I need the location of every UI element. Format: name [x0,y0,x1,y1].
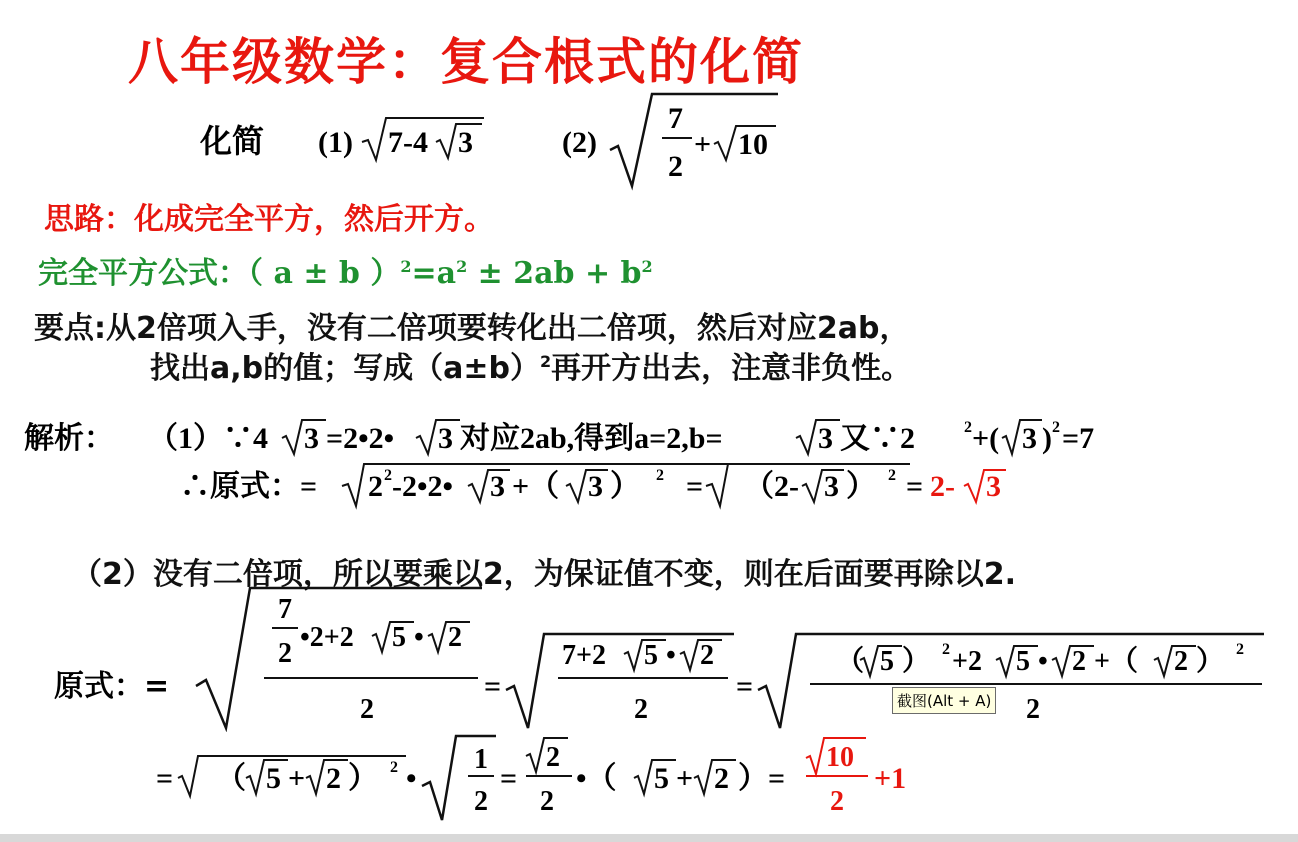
formula-label: 完全平方公式： [38,256,248,291]
last-part: + [676,762,694,795]
f3-rad: 2 [1072,646,1086,677]
answer-2-den: 2 [830,786,844,817]
f3-part: +（ [1094,646,1138,677]
p1-inner: 3 [458,126,473,159]
problem-line [190,92,810,192]
f-num: 2 [546,742,560,773]
a1-rad: 3 [304,422,319,455]
last-part: ）= [738,762,786,795]
p2-plus: + [694,128,712,161]
f2-den: 2 [634,694,648,725]
last-rad: 5 [654,762,669,795]
f-den: 2 [540,786,554,817]
a2-part: = [906,470,924,503]
a2-part: 2 [368,470,383,503]
a2-sup: 2 [384,467,392,484]
a1-rad: 3 [818,422,833,455]
a1-rad: 3 [1022,422,1037,455]
formula-sup: 2 [400,257,412,276]
a2-sup: 2 [656,467,664,484]
f3-den: 2 [1026,694,1040,725]
last-rad: 2 [714,762,729,795]
f3-rad: 5 [880,646,894,677]
analysis-label: 解析： [24,422,114,455]
formula-sup: 2 [641,257,653,276]
part2-fractions [50,582,1280,732]
a2-part: = [686,470,704,503]
kp-part: 再开方出去，注意非负性。 [551,351,912,386]
f3-part: ） [902,646,931,677]
formula-part: =a [411,256,457,291]
a2-sup: 2 [888,467,896,484]
f3-part: ） [1196,646,1225,677]
last-part: ） [348,762,378,795]
last-part: • [406,762,417,795]
f2-part: • [666,640,676,671]
analysis-line2 [150,456,1030,516]
p1-expr: 7-4 [388,126,428,159]
last-sup: 2 [390,759,398,776]
keypoint-line1: 要点:从2倍项入手，没有二倍项要转化出二倍项，然后对应2ab， [34,311,910,346]
f1-part: 7 [278,594,292,625]
a1-part: =7 [1062,422,1095,455]
formula-sup: 2 [456,257,468,276]
a2-rad: 3 [588,470,603,503]
f1-part: 2 [278,638,292,669]
f1-den: 2 [360,694,374,725]
f2-part: 7+2 [562,640,606,671]
page-title: 八年级数学：复合根式的化简 [128,33,804,91]
answer-2-num: 10 [826,742,854,773]
part2-label: 原式：= [54,669,170,704]
a1-part: +( [972,422,1000,455]
a2-part: ） [610,470,640,503]
eq-sign: = [156,762,174,795]
last-part: •（ [576,762,617,795]
a1-sup: 2 [964,419,972,436]
idea-text: 思路：化成完全平方，然后开方。 [44,202,494,237]
a1-part: =2•2• [326,422,395,455]
keypoint-line2 [150,343,911,387]
f3-part: （ [836,646,865,677]
a2-part: ） [846,470,876,503]
a2-part: -2•2• [392,470,453,503]
formula-line [38,248,653,292]
f1-part: •2+2 [300,622,354,653]
last-part: + [288,762,306,795]
f3-part: • [1038,646,1048,677]
a1-sup: 2 [1052,419,1060,436]
f3-rad: 2 [1174,646,1188,677]
half-num: 1 [474,744,488,775]
a1-part: 对应2ab,得到a=2,b= [460,422,723,455]
f2-rad: 2 [700,640,714,671]
kp-sup: 2 [539,352,552,371]
a2-rad: 3 [824,470,839,503]
last-part: （ [216,762,246,795]
formula-part: （ a ± b ） [248,256,401,291]
f1-rad: 2 [448,622,462,653]
eq-sign: = [484,670,502,703]
answer-1: 2- [930,470,955,503]
f2-rad: 5 [644,640,658,671]
p1-label: (1) [318,126,353,159]
answer-1-rad: 3 [986,470,1001,503]
eq-sign: = [500,762,518,795]
p2-rad: 10 [738,128,768,161]
problem-label: 化简 [200,123,265,159]
a2-part: （2- [744,470,799,503]
last-rad: 5 [266,762,281,795]
f1-part: • [414,622,424,653]
radical-sign [196,588,482,728]
part2-intro: （2）没有二倍项，所以要乘以2，为保证值不变，则在后面要再除以2. [72,557,1017,592]
eq-sign: = [736,670,754,703]
a2-part: ∴原式：= [180,470,318,503]
f3-part: +2 [952,646,982,677]
last-rad: 2 [326,762,341,795]
a1-rad: 3 [438,422,453,455]
f1-rad: 5 [392,622,406,653]
screenshot-tooltip: 截图(Alt + A) [892,687,996,714]
a2-part: +（ [512,470,560,503]
answer-2-tail: +1 [874,762,907,795]
p2-den: 2 [668,150,683,183]
part2-last-line [150,730,950,830]
f3-sup: 2 [942,641,950,658]
half-den: 2 [474,786,488,817]
kp-part: 找出a,b的值；写成（a±b） [150,351,540,386]
bottom-scrollbar[interactable] [0,834,1298,842]
a1-part: 又∵2 [840,422,915,455]
a1-part: ) [1042,422,1052,455]
p2-num: 7 [668,102,683,135]
formula-part: ± 2ab + b [467,256,642,291]
radical-sign [758,634,1264,728]
radical-sign [706,464,910,506]
a1-part: （1）∵4 [148,422,268,455]
f3-sup: 2 [1236,641,1244,658]
a2-rad: 3 [490,470,505,503]
p2-label: (2) [562,126,597,159]
f3-rad: 5 [1016,646,1030,677]
